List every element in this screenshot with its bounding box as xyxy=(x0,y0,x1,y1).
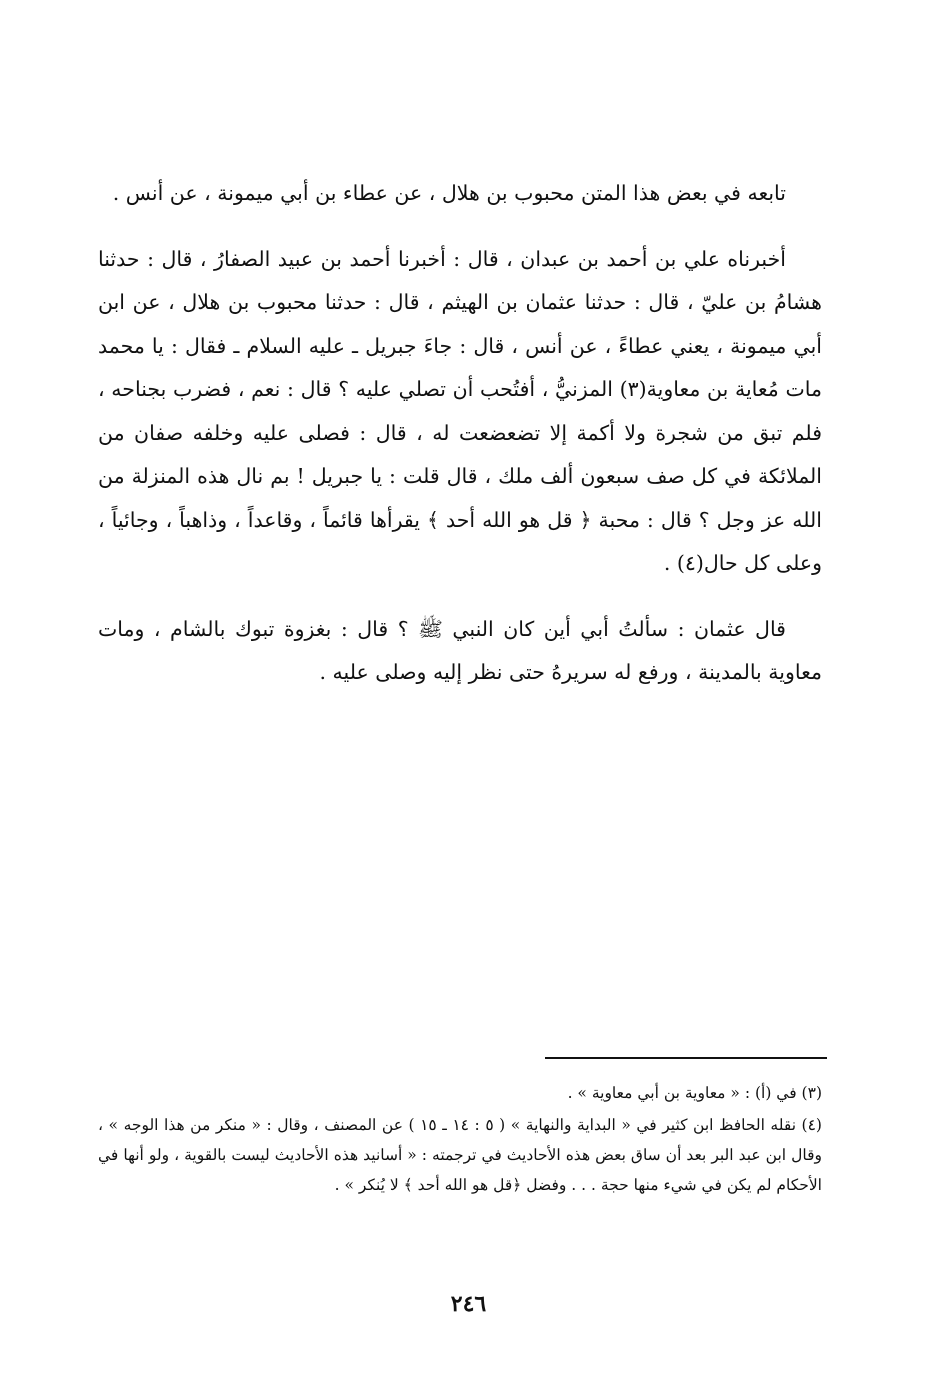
footnote-3: (٣) في (أ) : « معاوية بن أبي معاوية » . xyxy=(567,1084,822,1102)
main-text xyxy=(98,172,822,695)
paragraph-2: أخبرناه علي بن أحمد بن عبدان ، قال : أخبرنا أحمد بن عبيد الصفارُ ، قال : حدثنا هشامُ بن عليّ ، قال : حدثنا عثمان بن الهيثم ، قال : حدثنا محبوب بن هلال ، عن ابن أبي ميمونة ، يعني عطاءً ، عن أنس ، قال : جاءَ جبريل ـ عليه السلام ـ فقال : يا محمد مات مُعاية بن معاوية(٣) المزنيُّ ، أفتُحب أن تصلي عليه ؟ قال : نعم ، فضرب بجناحه ، فلم تبق من شجرة ولا أكمة إلا تضعضعت له ، قال : فصلى عليه وخلفه صفان من الملائكة في كل صف سبعون ألف ملك ، قال قلت : يا جبريل ! بم نال هذه المنزلة من الله عز وجل ؟ قال : محبة ﴿ قل هو الله أحد ﴾ يقرأها قائماً ، وقاعداً ، وذاهباً ، وجائياً ، وعلى كل حال(٤) . xyxy=(98,246,822,575)
paragraph-3: قال عثمان : سألتُ أبي أين كان النبي ﷺ ؟ قال : بغزوة تبوك بالشام ، ومات معاوية بالمدينة ، ورفع له سريرهُ حتى نظر إليه وصلى عليه . xyxy=(98,616,822,684)
footnote-divider xyxy=(545,1057,827,1059)
page-number: ٢٤٦ xyxy=(450,1291,487,1317)
footnote-4: (٤) نقله الحافظ ابن كثير في « البداية والنهاية » ( ٥ : ١٤ ـ ١٥ ) عن المصنف ، وقال : « منكر من هذا الوجه » ، وقال ابن عبد البر بعد أن ساق بعض هذه الأحاديث في ترجمته : « أسانيد هذه الأحاديث ليست بالقوية ، ولو أنها في الأحكام لم يكن في شيء منها حجة . . . وفضل ﴿قل هو الله أحد ﴾ لا يُنكر » . xyxy=(98,1116,822,1194)
footnotes xyxy=(98,1078,822,1200)
paragraph-1: تابعه في بعض هذا المتن محبوب بن هلال ، عن عطاء بن أبي ميمونة ، عن أنس . xyxy=(112,181,786,205)
